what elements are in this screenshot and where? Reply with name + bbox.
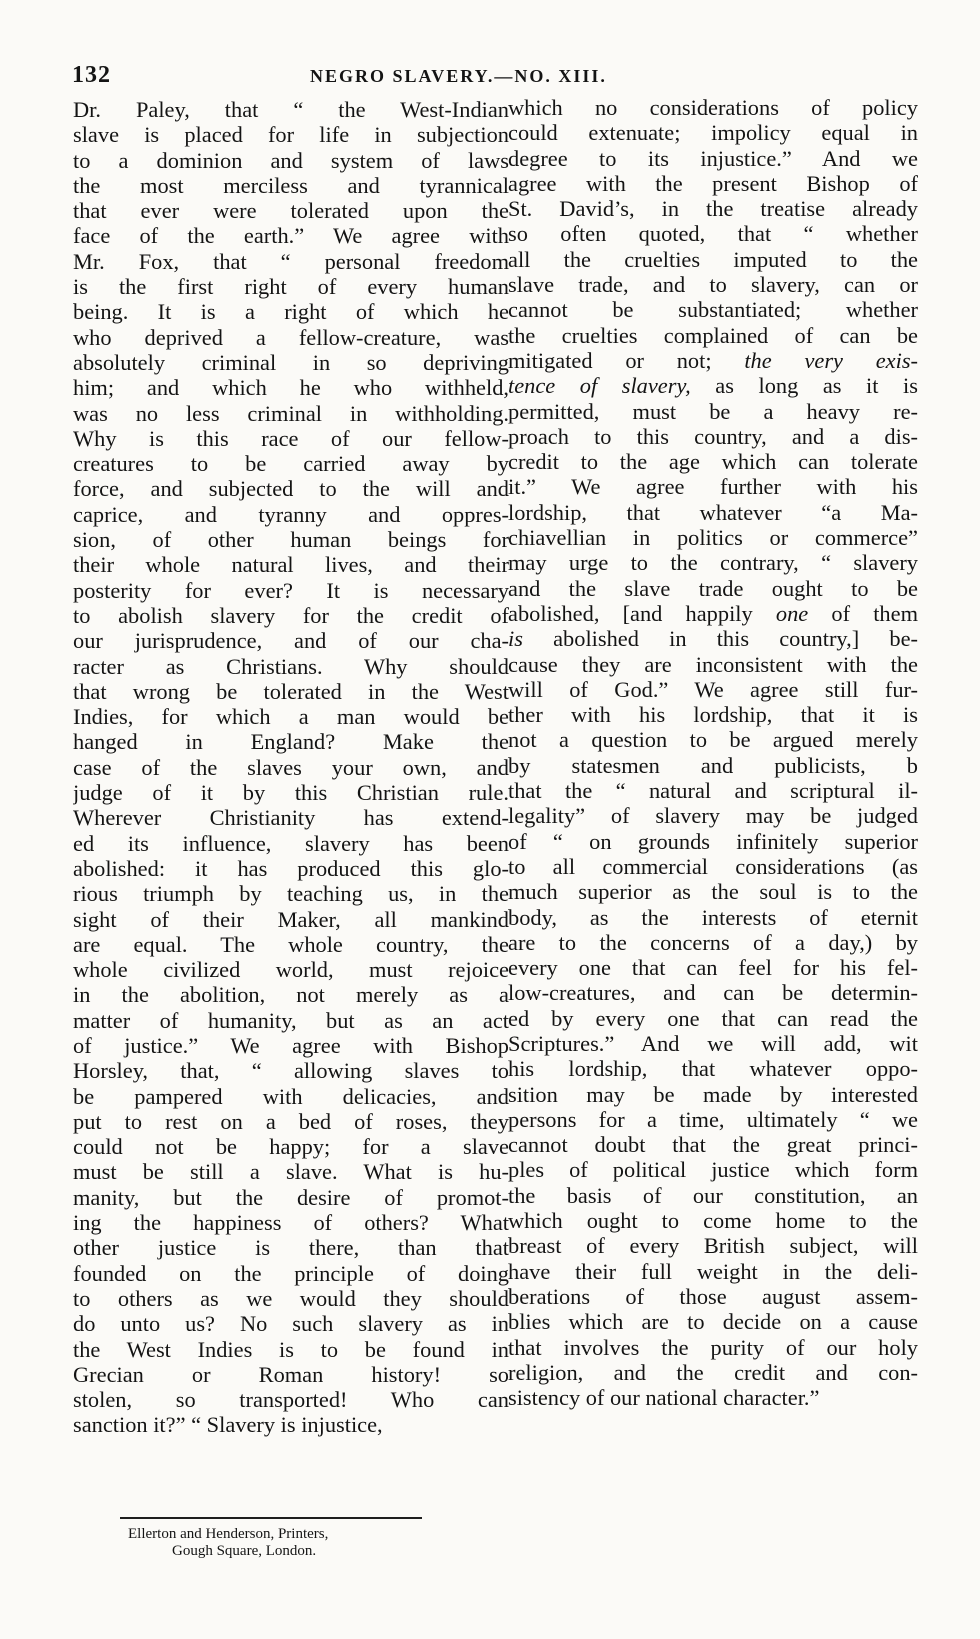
left-column (73, 97, 509, 1438)
text-line: Grecian or Roman history! so (73, 1361, 509, 1387)
text-line: cannot be substantiated; whether (508, 297, 918, 323)
text-line: are to the concerns of a day,) by (508, 929, 918, 955)
text-line: that the “ natural and scriptural il- (508, 778, 918, 804)
text-line: of justice.” We agree with Bishop (73, 1032, 509, 1058)
text-line: to a dominion and system of laws (73, 147, 509, 173)
text-line: their whole natural lives, and their (73, 552, 509, 578)
imprint-line-1: Ellerton and Henderson, Printers, (128, 1526, 329, 1542)
text-line: berations of those august assem- (508, 1283, 918, 1309)
text-line: force, and subjected to the will and (73, 476, 509, 502)
text-line: to all commercial considerations (as (508, 853, 918, 879)
text-line: will of God.” We agree still fur- (508, 676, 918, 702)
text-line: judge of it by this Christian rule. (73, 780, 509, 806)
text-line: persons for a time, ultimately “ we (508, 1106, 918, 1132)
text-line: Scriptures.” And we will add, wit (508, 1030, 918, 1056)
running-header (72, 62, 902, 92)
text-line: sition may be made by interested (508, 1081, 918, 1107)
text-line: matter of humanity, but as an act (73, 1007, 509, 1033)
text-line: caprice, and tyranny and oppres- (73, 501, 509, 527)
text-line: case of the slaves your own, and (73, 754, 509, 780)
text-line: Indies, for which a man would be (73, 704, 509, 730)
text-line: it.” We agree further with his (508, 474, 918, 500)
text-line: permitted, must be a heavy re- (508, 398, 918, 424)
text-line: and the slave trade ought to be (508, 575, 918, 601)
text-line: cannot doubt that the great princi- (508, 1132, 918, 1158)
text-line: mitigated or not; the very exis- (508, 347, 918, 373)
text-line: which ought to come home to the (508, 1208, 918, 1234)
text-line: not a question to be argued merely (508, 727, 918, 753)
text-line: sight of their Maker, all mankind (73, 906, 509, 932)
text-line: other justice is there, than that (73, 1235, 509, 1261)
text-line: the basis of our constitution, an (508, 1182, 918, 1208)
text-line: his lordship, that whatever oppo- (508, 1056, 918, 1082)
text-line: Dr. Paley, that “ the West-Indian (73, 97, 509, 122)
text-line: is abolished in this country,] be- (508, 626, 918, 652)
text-line: religion, and the credit and con- (508, 1359, 918, 1385)
text-line: could not be happy; for a slave (73, 1134, 509, 1160)
imprint-line-2: Gough Square, London. (172, 1543, 317, 1559)
text-line: racter as Christians. Why should (73, 653, 509, 679)
text-line: proach to this country, and a dis- (508, 423, 918, 449)
text-line: him; and which he who withheld, (73, 375, 509, 401)
text-line: much superior as the soul is to the (508, 879, 918, 905)
text-line: whole civilized world, must rejoice (73, 957, 509, 983)
page-number: 132 (72, 62, 111, 88)
text-line: body, as the interests of eternit (508, 904, 918, 930)
text-line: stolen, so transported! Who can (73, 1387, 509, 1413)
text-line: being. It is a right of which he (73, 299, 509, 325)
text-line: that wrong be tolerated in the West (73, 678, 509, 704)
text-line: the most merciless and tyrannical (73, 172, 509, 198)
text-line: tence of slavery, as long as it is (508, 373, 918, 399)
text-line: sanction it?” “ Slavery is injustice, (73, 1412, 383, 1438)
text-line: are equal. The whole country, the (73, 931, 509, 957)
text-line: manity, but the desire of promot- (73, 1184, 509, 1210)
text-line: may urge to the contrary, “ slavery (508, 550, 918, 576)
text-line: slave trade, and to slavery, can or (508, 272, 918, 298)
text-line: sistency of our national character.” (508, 1385, 820, 1411)
text-line: in the abolition, not merely as a (73, 982, 509, 1008)
text-line: sion, of other human beings for (73, 527, 509, 553)
text-line: degree to its injustice.” And we (508, 145, 918, 171)
text-line: legality” of slavery may be judged (508, 803, 918, 829)
text-line: slave is placed for life in subjection (73, 122, 509, 148)
text-line: be pampered with delicacies, and (73, 1083, 509, 1109)
text-line: abolished: it has produced this glo- (73, 855, 509, 881)
text-line: to others as we would they should (73, 1285, 509, 1311)
text-line: must be still a slave. What is hu- (73, 1159, 509, 1185)
text-line: Mr. Fox, that “ personal freedom (73, 248, 509, 274)
text-line: ing the happiness of others? What (73, 1210, 509, 1236)
text-line: absolutely criminal in so depriving (73, 349, 509, 375)
text-line: chiavellian in politics or commerce” (508, 525, 918, 551)
text-line: ed by every one that can read the (508, 1005, 918, 1031)
text-line: Horsley, that, “ allowing slaves to (73, 1058, 509, 1084)
text-line: St. David’s, in the treatise already (508, 196, 918, 222)
text-line: to abolish slavery for the credit of (73, 602, 509, 628)
text-line: who deprived a fellow-creature, was (73, 324, 509, 350)
printer-imprint (128, 1526, 328, 1560)
text-line: was no less criminal in withholding. (73, 400, 509, 426)
text-line: posterity for ever? It is necessary (73, 577, 509, 603)
text-line: do unto us? No such slavery as in (73, 1311, 509, 1337)
text-line: ples of political justice which form (508, 1157, 918, 1183)
text-line: face of the earth.” We agree with (73, 223, 509, 249)
text-line: the cruelties complained of can be (508, 322, 918, 348)
text-line: could extenuate; impolicy equal in (508, 120, 918, 146)
text-line: Wherever Christianity has extend- (73, 805, 509, 831)
text-line: which no considerations of policy (508, 95, 918, 120)
text-line: our jurisprudence, and of our cha- (73, 628, 509, 654)
text-line: ed its influence, slavery has been (73, 830, 509, 856)
text-line: blies which are to decide on a cause (508, 1309, 918, 1335)
text-line: abolished, [and happily one of them (508, 600, 918, 626)
text-line: of “ on grounds infinitely superior (508, 828, 918, 854)
text-line: every one that can feel for his fel- (508, 955, 918, 981)
text-line: put to rest on a bed of roses, they (73, 1108, 509, 1134)
text-line: ther with his lordship, that it is (508, 702, 918, 728)
running-title: NEGRO SLAVERY.—NO. XIII. (310, 66, 607, 86)
text-line: the West Indies is to be found in (73, 1336, 509, 1362)
text-line: credit to the age which can tolerate (508, 449, 918, 475)
text-line: Why is this race of our fellow- (73, 425, 509, 451)
text-line: is the first right of every human (73, 274, 509, 300)
text-line: founded on the principle of doing (73, 1260, 509, 1286)
text-line: creatures to be carried away by (73, 451, 509, 477)
text-line: hanged in England? Make the (73, 729, 509, 755)
text-line: low-creatures, and can be determin- (508, 980, 918, 1006)
text-line: all the cruelties imputed to the (508, 246, 918, 272)
text-line: have their full weight in the deli- (508, 1258, 918, 1284)
text-line: so often quoted, that “ whether (508, 221, 918, 247)
text-line: agree with the present Bishop of (508, 170, 918, 196)
text-line: cause they are inconsistent with the (508, 651, 918, 677)
text-line: lordship, that whatever “a Ma- (508, 499, 918, 525)
text-line: rious triumph by teaching us, in the (73, 881, 509, 907)
imprint-rule (120, 1517, 422, 1519)
text-line: that involves the purity of our holy (508, 1334, 918, 1360)
text-line: by statesmen and publicists, b (508, 752, 918, 778)
right-column (508, 95, 918, 1410)
text-line: breast of every British subject, will (508, 1233, 918, 1259)
text-line: that ever were tolerated upon the (73, 198, 509, 224)
